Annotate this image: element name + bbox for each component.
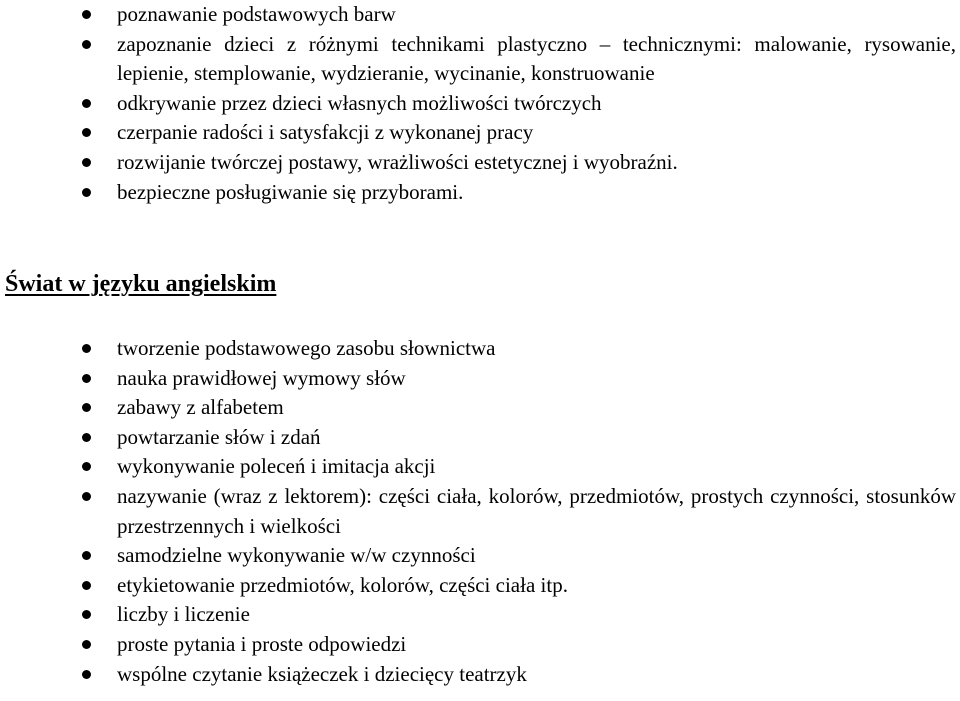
- bullet-icon: [82, 40, 91, 49]
- list-item-text: wykonywanie poleceń i imitacja akcji: [117, 454, 436, 479]
- bullet-icon: [82, 640, 91, 649]
- section-heading-english: Świat w języku angielskim: [5, 271, 277, 297]
- list-item-text: nauka prawidłowej wymowy słów: [117, 365, 406, 390]
- list-item-text: odkrywanie przez dzieci własnych możliwości twórczych: [117, 90, 602, 115]
- list-item: [0, 148, 960, 178]
- list-item-text: zapoznanie dzieci z różnymi technikami plastyczno – technicznymi: malowanie, rysowanie, lepienie, stemplowanie, wydzieranie, wycinanie, konstruowanie: [117, 31, 956, 86]
- list-item-text: wspólne czytanie książeczek i dziecięcy teatrzyk: [117, 661, 527, 686]
- list-item: [0, 482, 960, 541]
- art-skills-list: [0, 0, 960, 207]
- list-item-text: nazywanie (wraz z lektorem): części ciała, kolorów, przedmiotów, prostych czynności, stosunków przestrzennych i wielkości: [117, 483, 956, 538]
- bullet-icon: [82, 551, 91, 560]
- list-item-text: etykietowanie przedmiotów, kolorów, części ciała itp.: [117, 572, 568, 597]
- english-skills-list: [0, 334, 960, 689]
- bullet-icon: [82, 581, 91, 590]
- list-item-text: proste pytania i proste odpowiedzi: [117, 631, 407, 656]
- bullet-icon: [82, 99, 91, 108]
- list-item-text: powtarzanie słów i zdań: [117, 424, 321, 449]
- bullet-icon: [82, 10, 91, 19]
- bullet-icon: [82, 433, 91, 442]
- list-item: [0, 452, 960, 482]
- list-item-text: poznawanie podstawowych barw: [117, 2, 396, 26]
- list-item: [0, 571, 960, 601]
- bullet-icon: [82, 128, 91, 137]
- list-item: [0, 364, 960, 394]
- list-item-text: liczby i liczenie: [117, 602, 250, 627]
- list-item-text: rozwijanie twórczej postawy, wrażliwości estetycznej i wyobraźni.: [117, 149, 678, 174]
- list-item: [0, 89, 960, 119]
- bullet-icon: [82, 670, 91, 679]
- list-item: [0, 660, 960, 690]
- list-item: [0, 423, 960, 453]
- bullet-icon: [82, 158, 91, 167]
- list-item-text: samodzielne wykonywanie w/w czynności: [117, 543, 476, 568]
- list-item: [0, 178, 960, 208]
- list-item: [0, 0, 960, 30]
- list-item-text: bezpieczne posługiwanie się przyborami.: [117, 179, 464, 204]
- list-item: [0, 630, 960, 660]
- bullet-icon: [82, 610, 91, 619]
- bullet-icon: [82, 492, 91, 501]
- bullet-icon: [82, 374, 91, 383]
- list-item: [0, 393, 960, 423]
- list-item-text: czerpanie radości i satysfakcji z wykonanej pracy: [117, 120, 534, 145]
- list-item-text: zabawy z alfabetem: [117, 395, 284, 420]
- bullet-icon: [82, 462, 91, 471]
- list-item-text: tworzenie podstawowego zasobu słownictwa: [117, 336, 496, 360]
- list-item: [0, 118, 960, 148]
- list-item: [0, 334, 960, 364]
- bullet-icon: [82, 344, 91, 353]
- list-item: [0, 541, 960, 571]
- bullet-icon: [82, 403, 91, 412]
- bullet-icon: [82, 188, 91, 197]
- list-item: [0, 600, 960, 630]
- list-item: [0, 30, 960, 89]
